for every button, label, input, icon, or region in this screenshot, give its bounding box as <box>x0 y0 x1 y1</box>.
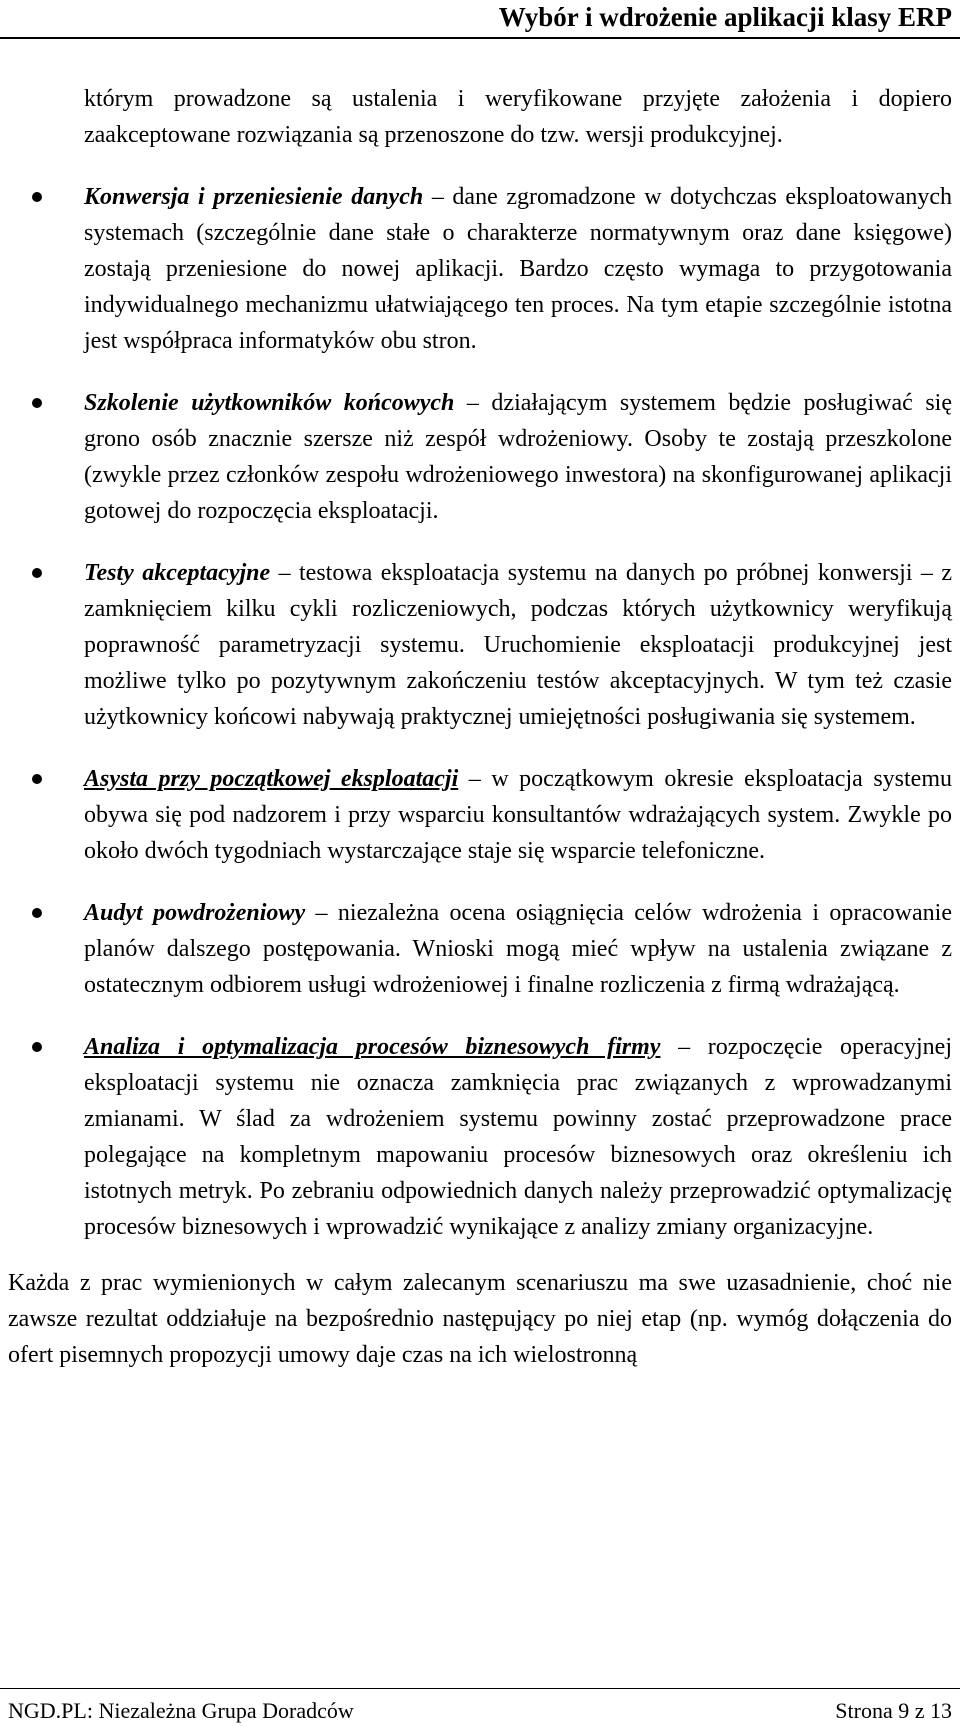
bullet-icon <box>32 1042 42 1052</box>
header-rule <box>0 37 960 39</box>
page-footer <box>0 1688 960 1726</box>
item-term: Analiza i optymalizacja procesów biznesowych firmy <box>84 1034 661 1060</box>
item-term: Audyt powdrożeniowy <box>84 900 306 926</box>
bullet-icon <box>32 908 42 918</box>
closing-paragraph: Każda z prac wymienionych w całym zalecanym scenariuszu ma swe uzasadnienie, choć nie zawsze rezultat oddziałuje na bezpośrednio następujący po niej etap (np. wymóg dołączenia do ofert pisemnych propozycji umowy daje czas na ich wielostronną <box>8 1270 952 1368</box>
item-term: Testy akceptacyjne <box>84 560 271 586</box>
list-item <box>84 555 952 735</box>
page-content <box>0 81 960 1373</box>
list-item <box>84 385 952 529</box>
item-text: – niezależna ocena osiągnięcia celów wdrożenia i opracowanie planów dalszego postępowania. Wnioski mogą mieć wpływ na ustalenia związane z ostatecznym odbiorem usługi wdrożeniowej i finalne rozliczenia z firmą wdrażającą. <box>84 900 952 998</box>
bullet-icon <box>32 192 42 202</box>
item-text: – dane zgromadzone w dotychczas eksploatowanych systemach (szczególnie dane stałe o charakterze normatywnym oraz dane księgowe) zostają przeniesione do nowej aplikacji. Bardzo często wymaga to przygotowania indywidualnego mechanizmu ułatwiającego ten proces. Na tym etapie szczególnie istotna jest współpraca informatyków obu stron. <box>84 184 953 354</box>
list-item <box>84 761 952 869</box>
bullet-icon <box>32 774 42 784</box>
item-term: Asysta przy początkowej eksploatacji <box>84 766 459 792</box>
item-text: – rozpoczęcie operacyjnej eksploatacji systemu nie oznacza zamknięcia prac związanych z wprowadzanymi zmianami. W ślad za wdrożeniem systemu powinny zostać przeprowadzone prace polegające na kompletnym mapowaniu procesów biznesowych oraz określeniu ich istotnych metryk. Po zebraniu odpowiednich danych należy przeprowadzić optymalizację procesów biznesowych i wprowadzić wynikające z analizy zmiany organizacyjne. <box>84 1034 952 1240</box>
list-item <box>84 895 952 1003</box>
item-term: Konwersja i przeniesienie danych <box>84 184 424 210</box>
intro-paragraph: którym prowadzone są ustalenia i weryfikowane przyjęte założenia i dopiero zaakceptowane rozwiązania są przenoszone do tzw. wersji produkcyjnej. <box>84 86 952 148</box>
item-text: – testowa eksploatacja systemu na danych po próbnej konwersji – z zamknięciem kilku cykli rozliczeniowych, podczas których użytkownicy weryfikują poprawność parametryzacji systemu. Uruchomienie eksploatacji produkcyjnej jest możliwe tylko po pozytywnym zakończeniu testów akceptacyjnych. W tym też czasie użytkownicy końcowi nabywają praktycznej umiejętności posługiwania się systemem. <box>84 560 952 730</box>
item-text: – działającym systemem będzie posługiwać się grono osób znacznie szersze niż zespół wdrożeniowy. Osoby te zostają przeszkolone (zwykle przez członków zespołu wdrożeniowego inwestora) na skonfigurowanej aplikacji gotowej do rozpoczęcia eksploatacji. <box>84 390 952 524</box>
list-item <box>84 179 952 359</box>
bullet-icon <box>32 568 42 578</box>
list-item <box>84 1029 952 1245</box>
footer-organization: NGD.PL: Niezależna Grupa Doradców <box>8 1698 354 1723</box>
header-title: Wybór i wdrożenie aplikacji klasy ERP <box>498 2 952 32</box>
item-text: – w początkowym okresie eksploatacja systemu obywa się pod nadzorem i przy wsparciu konsultantów wdrażających system. Zwykle po około dwóch tygodniach wystarczające staje się wsparcie telefoniczne. <box>84 766 952 864</box>
page-number: Strona 9 z 13 <box>835 1698 952 1723</box>
item-term: Szkolenie użytkowników końcowych <box>84 390 455 416</box>
bullet-icon <box>32 398 42 408</box>
footer-rule <box>0 1688 960 1689</box>
page-header <box>0 0 960 46</box>
